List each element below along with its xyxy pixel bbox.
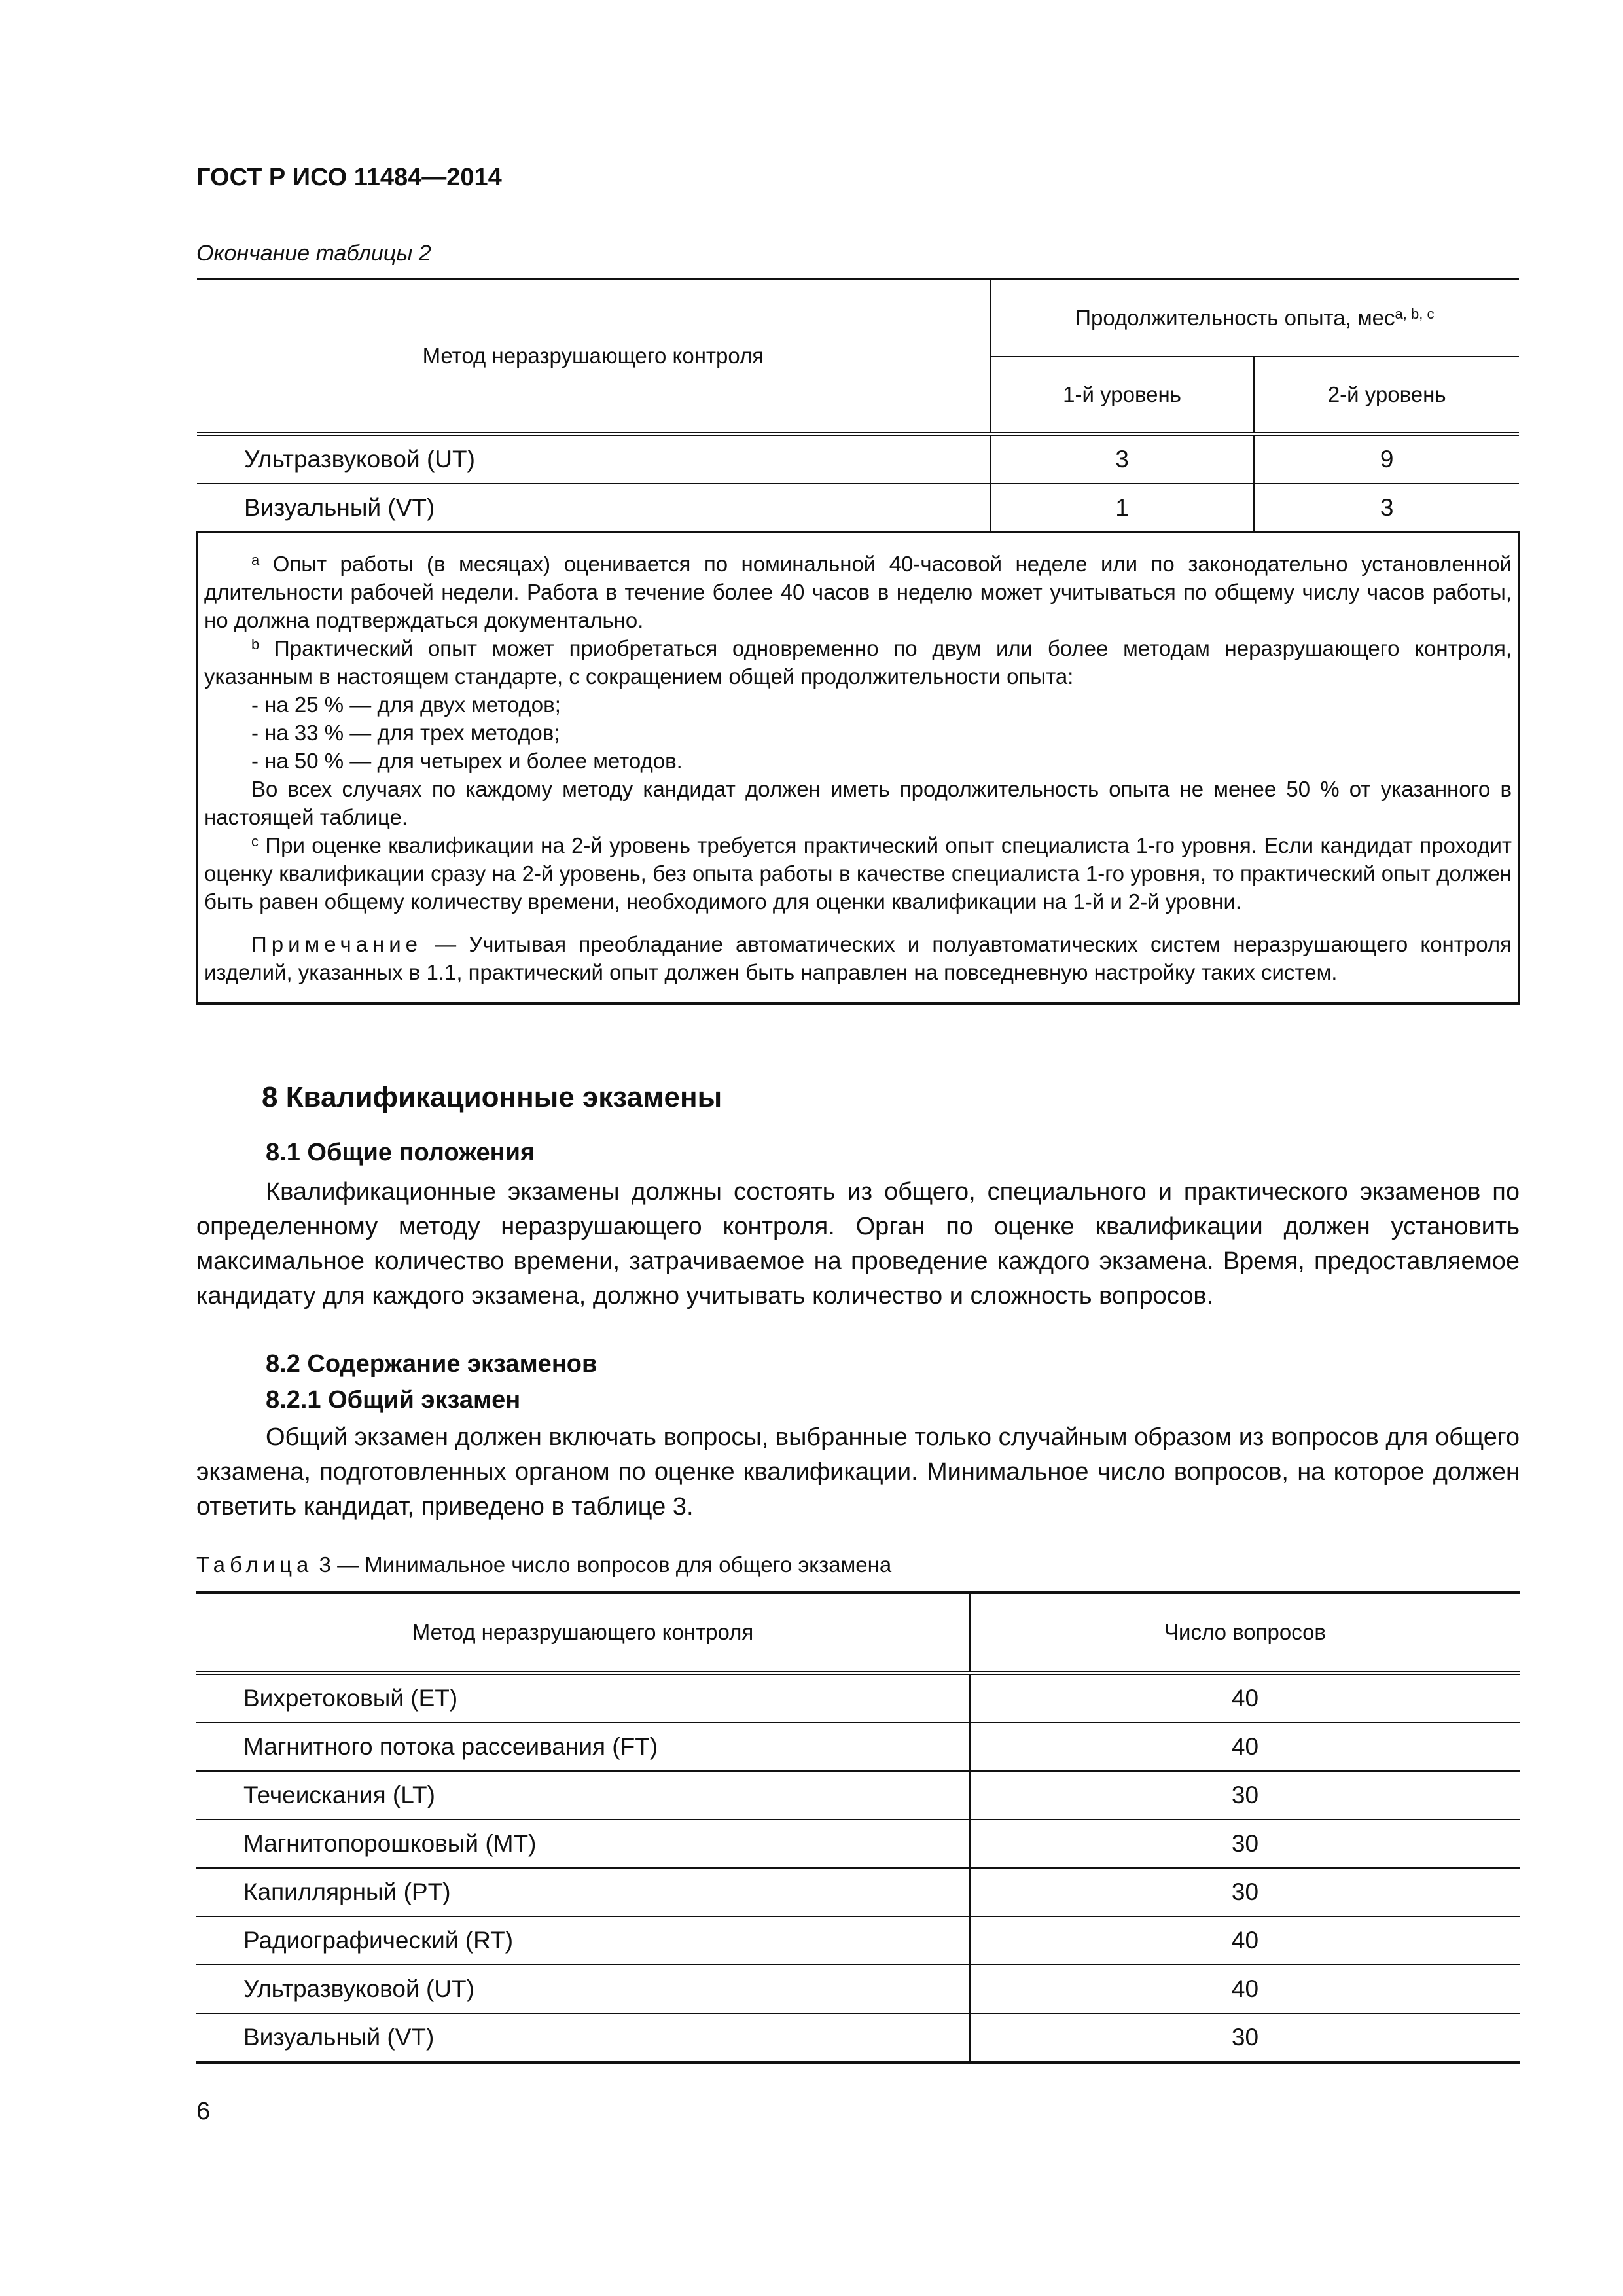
table3-caption: Таблица 3 — Минимальное число вопросов для общего экзамена (196, 1552, 892, 1577)
table-3 (196, 1591, 1520, 2064)
table-row: Магнитопорошковый (MT) 30 (196, 1820, 1520, 1868)
header-count: Число вопросов (970, 1592, 1520, 1673)
section-8-1-text: Квалификационные экзамены должны состоять из общего, специального и практического экзаменов по определенному методу неразрушающего контроля. Орган по оценке квалификации должен установить максимальное количество времени, затрачиваемое на проведение каждого экзамена. Время, предоставляемое кандидату для каждого экзамена, должно учитывать количество и сложность вопросов. (196, 1178, 1520, 1310)
footnote-c: $^c$ При оценке квалификации на 2-й уровень требуется практический опыт специалиста 1-го уровня. Если кандидат проходит оценку квалификации сразу на 2-й уровень, без опыта работы в качестве специалиста 1-го уровня, то практический опыт должен быть равен общему количеству времени, необходимого для оценки квалификации на 1-й и 2-й уровни. (204, 833, 1512, 914)
footnote-b: $^b$ Практический опыт может приобретаться одновременно по двум или более методам неразрушающего контроля, указанным в настоящем стандарте, с сокращением общей продолжительности опыта: (204, 636, 1512, 689)
table-2 (196, 278, 1520, 1005)
footnote-b-item: - на 33 % — для трех методов; (251, 721, 560, 745)
header-method: Метод неразрушающего контроля (196, 1592, 970, 1673)
section-8-2-1-text: Общий экзамен должен включать вопросы, выбранные только случайным образом из вопросов для общего экзамена, подготовленных органом по оценке квалификации. Минимальное число вопросов, на которое должен ответить кандидат, приведено в таблице 3. (196, 1424, 1520, 1520)
document-id: ГОСТ Р ИСО 11484—2014 (196, 164, 502, 191)
section-8-2-1-title: 8.2.1 Общий экзамен (266, 1386, 521, 1414)
footnote-b-item: - на 25 % — для двух методов; (251, 692, 561, 717)
table-row: Течеискания (LT) 30 (196, 1771, 1520, 1820)
table-row: Капиллярный (PT) 30 (196, 1868, 1520, 1916)
section-8-title: 8 Квалификационные экзамены (262, 1081, 722, 1113)
table2-caption: Окончание таблицы 2 (196, 241, 431, 266)
table2-notes (197, 532, 1519, 1003)
table-row: Ультразвуковой (UT) 40 (196, 1965, 1520, 2013)
footnote-a: $^a$ Опыт работы (в месяцах) оценивается по номинальной 40-часовой неделе или по законодательно установленной длительности рабочей недели. Работа в течение более 40 часов в неделю может учитываться по общему числу часов работы, но должна подтверждаться документально. (204, 552, 1512, 632)
table-row: Вихретоковый (ET) 40 (196, 1673, 1520, 1723)
page-number: 6 (196, 2098, 211, 2125)
header-level1: 1-й уровень (990, 357, 1255, 434)
footnote-ref: a, b, c (1395, 306, 1435, 322)
footnote-b-item: - на 50 % — для четырех и более методов. (251, 749, 683, 773)
table2-remark: Примечание — Учитывая преобладание автоматических и полуавтоматических систем неразрушающего контроля изделий, указанных в 1.1, практический опыт должен быть направлен на повседневную настройку таких систем. (204, 932, 1512, 984)
table-row: Магнитного потока рассеивания (FT) 40 (196, 1723, 1520, 1771)
table-row: Визуальный (VT) 1 3 (197, 484, 1519, 532)
section-8-2-title: 8.2 Содержание экзаменов (266, 1350, 597, 1378)
header-level2: 2-й уровень (1254, 357, 1519, 434)
table-row: Ультразвуковой (UT) 3 9 (197, 434, 1519, 484)
header-duration: Продолжительность опыта, мес$^{a, b, c}$ (990, 279, 1519, 357)
section-8-1-title: 8.1 Общие положения (266, 1139, 535, 1166)
header-method: Метод неразрушающего контроля (197, 279, 990, 434)
table-row: Визуальный (VT) 30 (196, 2013, 1520, 2062)
table-row: Радиографический (RT) 40 (196, 1916, 1520, 1965)
footnote-b-tail: Во всех случаях по каждому методу кандидат должен иметь продолжительность опыта не менее 50 % от указанного в настоящей таблице. (204, 777, 1512, 829)
